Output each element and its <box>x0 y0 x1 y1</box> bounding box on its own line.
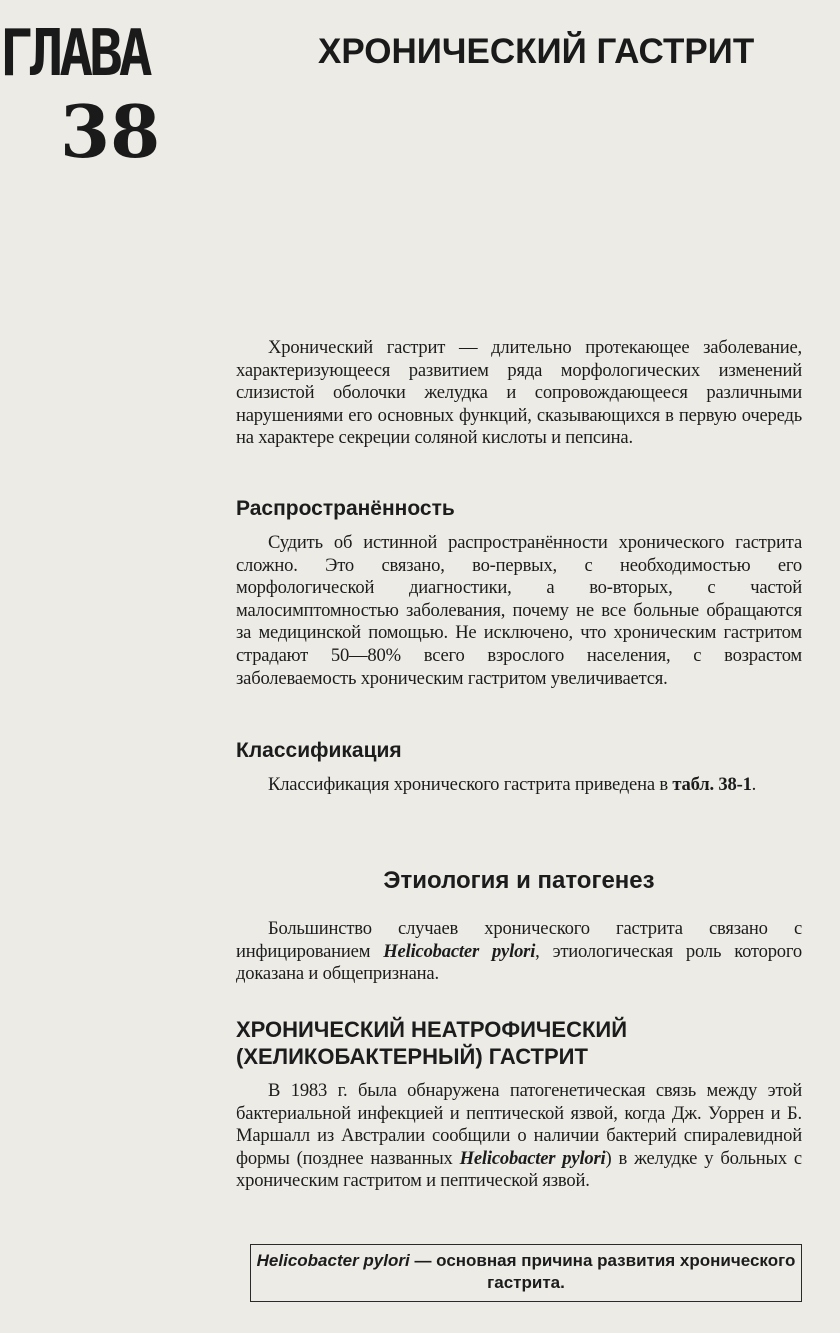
chapter-title: ХРОНИЧЕСКИЙ ГАСТРИТ <box>318 32 755 71</box>
etiology-paragraph: Большинство случаев хронического гастрита связано с инфицированием Helicobacter pylori, этиологическая роль которого доказана и общепризнана. <box>236 918 802 985</box>
classification-paragraph: Классификация хронического гастрита приведена в табл. 38-1. <box>268 774 757 795</box>
prevalence-section <box>236 496 802 690</box>
nonatrophic-heading-line2: (ХЕЛИКОБАКТЕРНЫЙ) ГАСТРИТ <box>236 1044 588 1069</box>
prevalence-paragraph: Судить об истинной распространённости хронического гастрита сложно. Это связано, во-первых, с необходимостью его морфологической диагностики, а во-вторых, с частой малосимптомностью заболевания, почему не все больные обращаются за медицинской помощью. Не исключено, что хроническим гастритом страдают 50—80% всего взрослого населения, с возрастом заболеваемость хроническим гастритом увеличивается. <box>236 532 802 689</box>
table-reference: табл. 38-1 <box>672 774 752 795</box>
prevalence-heading: Распространённость <box>236 497 455 520</box>
intro-paragraph: Хронический гастрит — длительно протекающее заболевание, характеризующееся развитием ряда морфологических изменений слизистой оболочки желудка и сопровождающееся различными нарушениями его основных функций, сказывающихся в первую очередь на характере секреции соляной кислоты и пепсина. <box>236 337 802 449</box>
nonatrophic-heading <box>236 1016 802 1070</box>
classification-heading: Классификация <box>236 739 402 762</box>
nonatrophic-section <box>236 1016 802 1193</box>
etiology-heading: Этиология и патогенез <box>383 867 655 894</box>
intro-block <box>236 337 802 450</box>
nonatrophic-paragraph: В 1983 г. была обнаружена патогенетическая связь между этой бактериальной инфекцией и пептической язвой, когда Дж. Уоррен и Б. Маршалл из Австралии сообщили о наличии бактерий спиралевидной формы (позднее названных Helicobacter pylori) в желудке у больных с хроническим гастритом и пептической язвой. <box>236 1080 802 1192</box>
etiology-section <box>236 866 802 986</box>
callout-organism: Helicobacter pylori <box>256 1251 410 1270</box>
chapter-number: 38 <box>60 89 161 174</box>
callout-text: — основная причина развития хронического гастрита. <box>409 1251 796 1292</box>
organism-name: Helicobacter pylori <box>383 940 536 962</box>
nonatrophic-heading-line1: ХРОНИЧЕСКИЙ НЕАТРОФИЧЕСКИЙ <box>236 1017 628 1042</box>
organism-name: Helicobacter pylori <box>459 1147 606 1169</box>
chapter-label: ГЛАВА <box>0 16 149 92</box>
key-point-box <box>250 1244 802 1302</box>
classification-section <box>236 738 802 797</box>
